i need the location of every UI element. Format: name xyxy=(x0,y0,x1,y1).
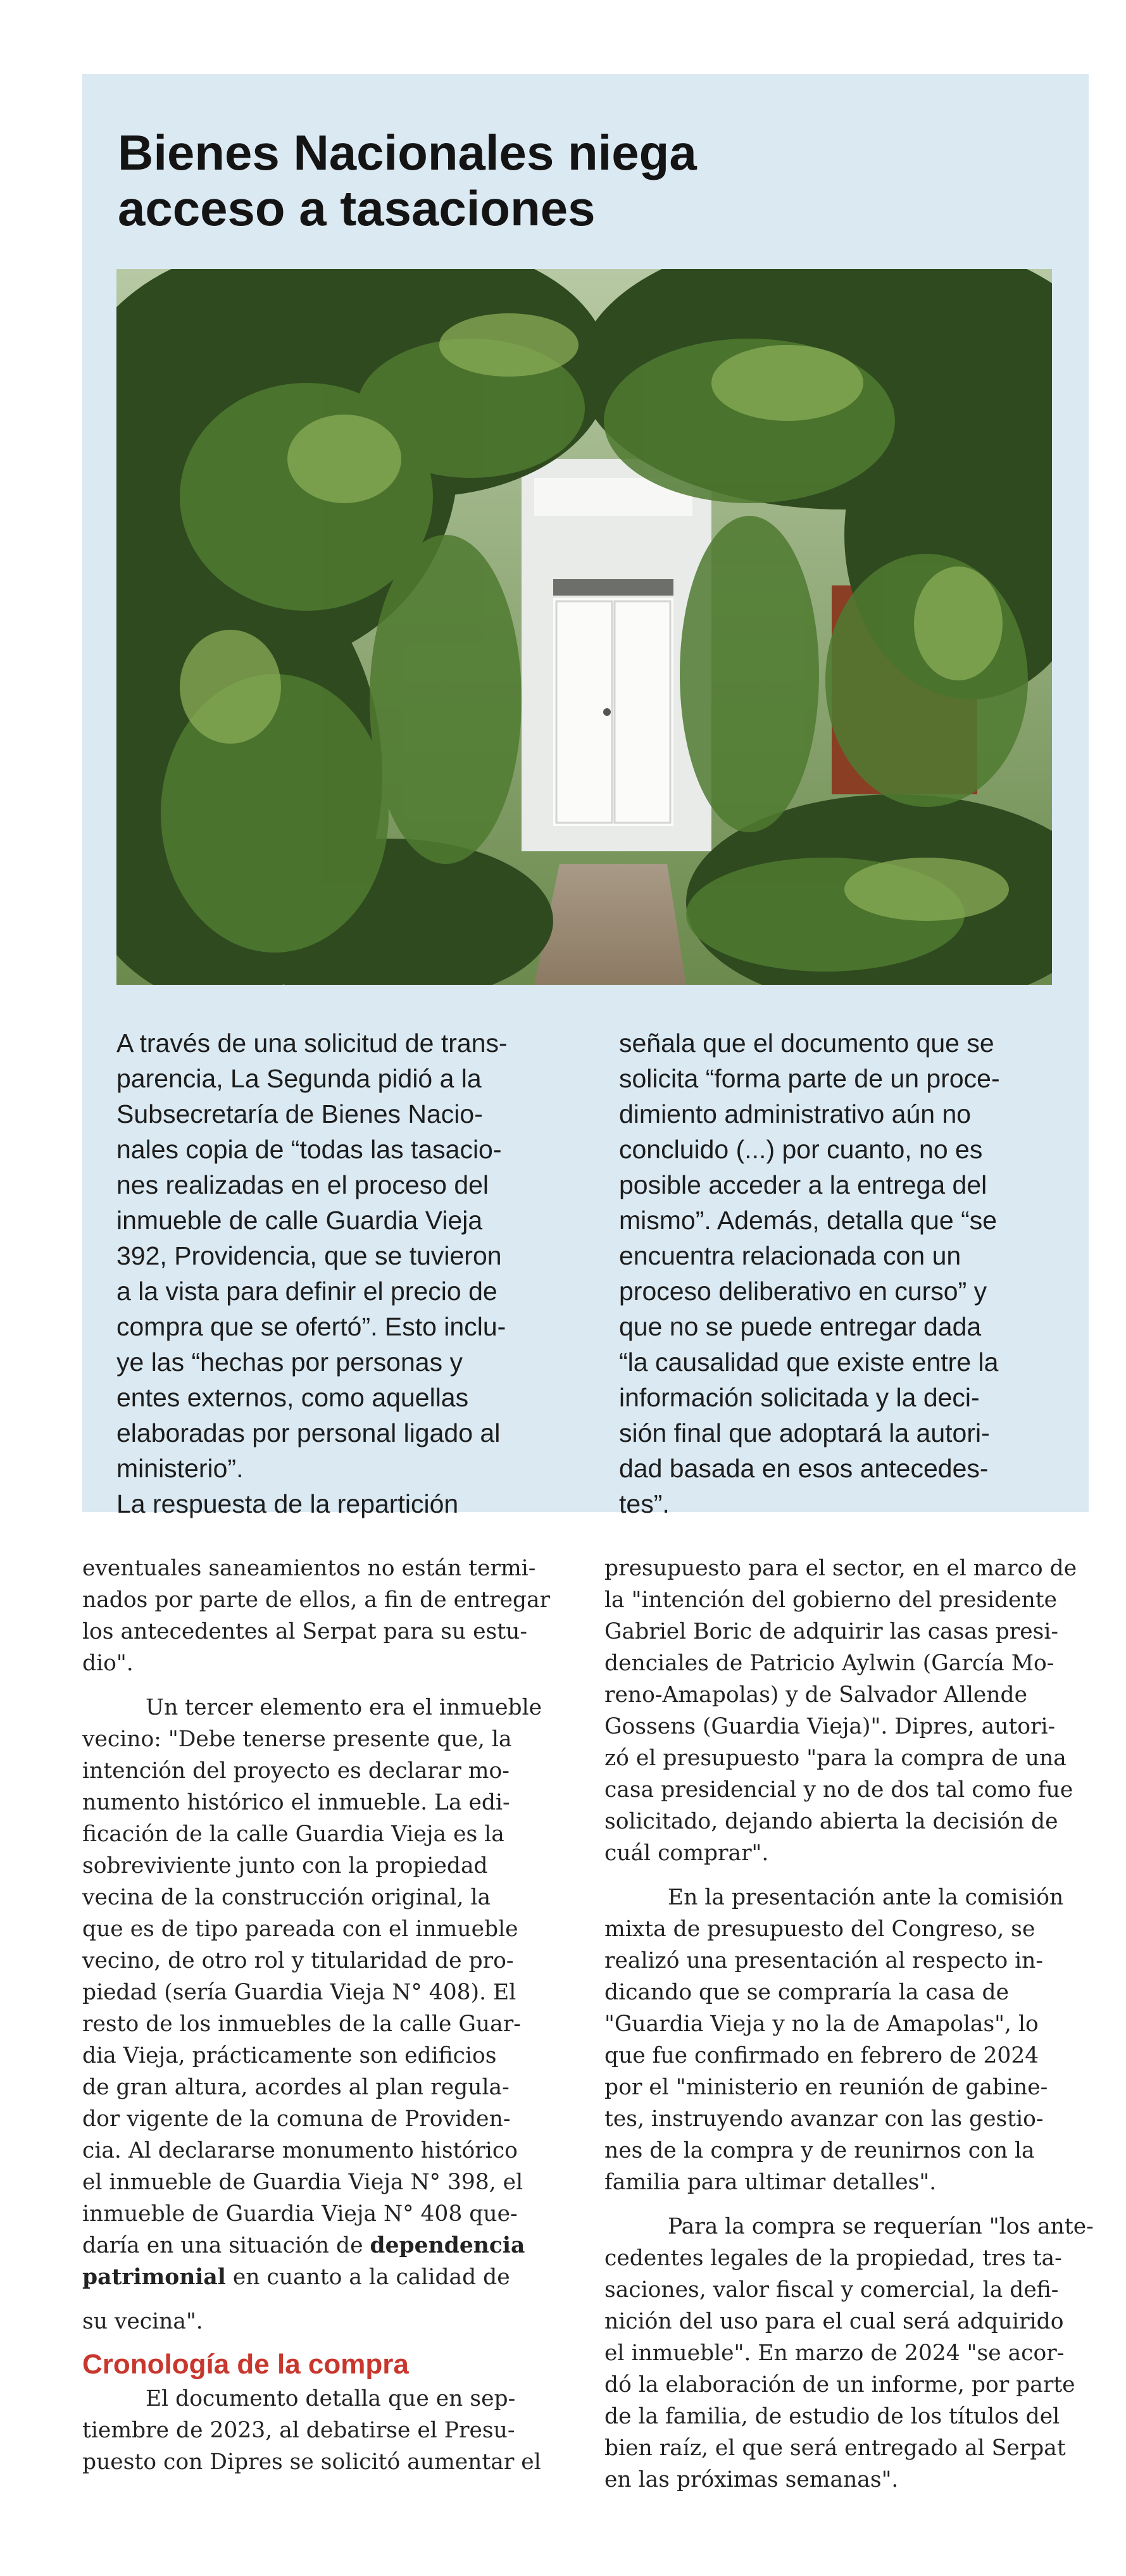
box-column-2 xyxy=(619,1025,1056,1522)
article-column-1 xyxy=(82,1553,572,2478)
box-paragraph: La respuesta de la repartición xyxy=(116,1489,459,1518)
article-paragraph: eventuales saneamientos no están termi- nados por parte de ellos, a fin de entregar los antecedentes al Serpat para su estu- dio". xyxy=(82,1556,551,1676)
article-text: en cuanto a la calidad de xyxy=(225,2265,510,2290)
section-subheading: Cronología de la compra xyxy=(82,2349,409,2380)
box-title: Bienes Nacionales niega acceso a tasaciones xyxy=(118,125,697,236)
article-paragraph xyxy=(82,1692,572,2293)
house-photo-illustration xyxy=(116,269,1052,985)
article-column-2 xyxy=(604,1553,1095,2496)
article-paragraph: El documento detalla que en sep- tiembre de 2023, al debatirse el Presu- puesto con Dipres se solicitó aumentar el xyxy=(82,2386,541,2475)
article-paragraph: presupuesto para el sector, en el marco de la "intención del gobierno del presidente Gabriel Boric de adquirir las casas presi- denciales de Patricio Aylwin (García Mo- reno-Amapolas) y de Salvador Allende Gossens (Guardia Vieja)". Dipres, autori- zó el presupuesto "para la compra de una casa presidencial y no de dos tal como fue solicitado, dejando abierta la decisión de cuál comprar". xyxy=(604,1556,1077,1866)
box-paragraph: A través de una solicitud de trans- parencia, La Segunda pidió a la Subsecretaría de Bienes Nacio- nales copia de “todas las tasacio- nes realizadas en el proceso del inmueble de calle Guardia Vieja 392, Providencia, que se tuvieron a la vista para definir el precio de compra que se ofertó”. Esto inclu- ye las “hechas por personas y entes externos, como aquellas elaboradas por personal ligado al ministerio”. xyxy=(116,1029,508,1483)
article-paragraph: En la presentación ante la comisión mixta de presupuesto del Congreso, se realizó una presentación al respecto in- dicando que se compraría la casa de "Guardia Vieja y no la de Amapolas", lo que fue confirmado en febrero de 2024 por el "ministerio en reunión de gabine- tes, instruyendo avanzar con las gestio- nes de la compra y de reunirnos con la familia para ultimar detalles". xyxy=(604,1885,1064,2195)
box-column-1 xyxy=(116,1025,572,1522)
house-photo xyxy=(116,269,1052,985)
article-paragraph: Para la compra se requerían "los ante- cedentes legales de la propiedad, tres ta- saciones, valor fiscal y comercial, la defi- nición del uso para el cual será adquirido el inmueble". En marzo de 2024 "se acor- dó la elaboración de un informe, por parte de la familia, de estudio de los títulos del bien raíz, el que será entregado al Serpat en las próximas semanas". xyxy=(604,2214,1094,2492)
sidebar-box xyxy=(82,74,1089,1518)
article-text: Un tercer elemento era el inmueble vecino: "Debe tenerse presente que, la intención del proyecto es declarar mo- numento histórico el inmueble. La edi- ficación de la calle Guardia Vieja es la sobreviviente junto con la propiedad vecina de la construcción original, la que es de tipo pareada con el inmueble vecino, de otro rol y titularidad de pro- piedad (sería Guardia Vieja N° 408). El resto de los inmuebles de la calle Guar- dia Vieja, prácticamente son edificios de gran altura, acordes al plan regula- dor vigente de la comuna de Providen- cia. Al declararse monumento histórico el inmueble de Guardia Vieja N° 398, el inmueble de Guardia Vieja N° 408 que- daría en una situación de xyxy=(82,1695,542,2258)
article-paragraph: su vecina". xyxy=(82,2309,203,2334)
box-paragraph: señala que el documento que se solicita “forma parte de un proce- dimiento administrativo aún no concluido (...) por cuanto, no es posible acceder a la entrega del mismo”. Además, detalla que “se encuentra relacionada con un proceso deliberativo en curso” y que no se puede entregar dada “la causalidad que existe entre la información solicitada y la deci- sión final que adoptará la autori- dad basada en esos antecedes- tes”. xyxy=(619,1029,1000,1518)
bold-phrase: dependencia patrimonial xyxy=(82,2233,525,2290)
